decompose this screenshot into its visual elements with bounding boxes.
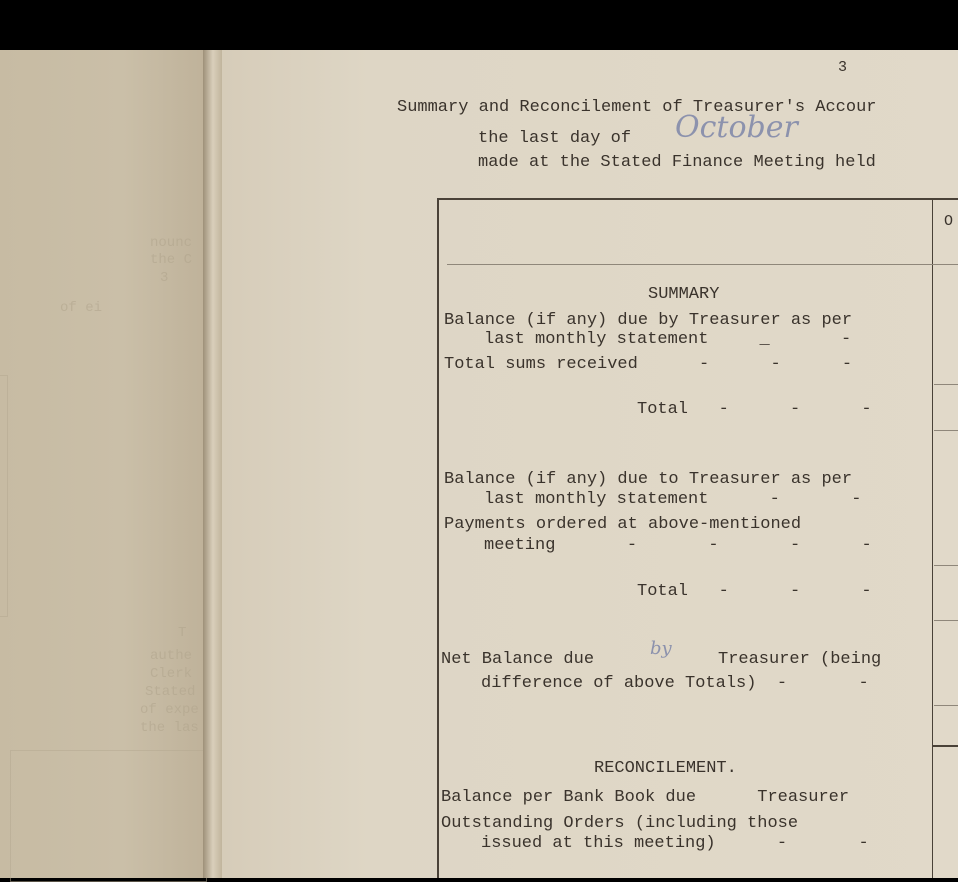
summary-row-1-line-1: Balance (if any) due by Treasurer as per: [444, 311, 853, 330]
handwritten-month: October: [675, 110, 798, 145]
page-number: 3: [838, 59, 848, 76]
amount-rule-2: [934, 430, 958, 431]
bleed-text-9: of expe: [140, 702, 199, 718]
bleed-box-bottom: [10, 750, 207, 882]
summary-row-2: Total sums received - - -: [444, 355, 853, 374]
amount-rule-1: [934, 384, 958, 385]
amount-rule-5: [934, 705, 958, 706]
scan-top-border: [0, 0, 958, 50]
reconcilement-title: RECONCILEMENT.: [594, 759, 737, 778]
bleed-text-4: of ei: [60, 300, 103, 316]
net-balance-label: Net Balance due: [441, 650, 595, 669]
amount-rule-3: [934, 565, 958, 566]
table-column-divider: [932, 198, 933, 878]
table-top-border: [437, 198, 958, 200]
reconcilement-row-2-line-1: Outstanding Orders (including those: [441, 814, 799, 833]
bleed-text-7: Clerk: [150, 666, 193, 682]
bleed-text-6: authe: [150, 648, 193, 664]
net-balance-line-2: difference of above Totals) - -: [481, 674, 869, 693]
heading-line-1: Summary and Reconcilement of Treasurer's Accour: [397, 98, 877, 117]
heading-line-3: made at the Stated Finance Meeting held: [478, 153, 876, 172]
amount-rule-6: [932, 745, 958, 747]
summary-total-2: Total - - -: [637, 582, 872, 601]
reconcilement-row-2-line-2: issued at this meeting) - -: [481, 834, 869, 853]
net-balance-suffix: Treasurer (being: [718, 650, 882, 669]
bleed-text-5: T: [178, 625, 187, 641]
summary-row-4-line-2: meeting - - - -: [484, 536, 872, 555]
summary-total-1: Total - - -: [637, 400, 872, 419]
bleed-text-8: Stated: [145, 684, 196, 700]
bleed-text-2: the C: [150, 252, 193, 268]
right-page: [222, 50, 958, 878]
summary-row-4-line-1: Payments ordered at above-mentioned: [444, 515, 802, 534]
table-header-rule: [447, 264, 958, 265]
summary-row-3-line-1: Balance (if any) due to Treasurer as per: [444, 470, 853, 489]
summary-title: SUMMARY: [648, 285, 720, 304]
bleed-text-3: 3: [160, 270, 169, 286]
bleed-box-left: [0, 375, 8, 617]
summary-row-1-line-2: last monthly statement _ -: [484, 330, 852, 349]
bleed-text-1: nounc: [150, 235, 193, 251]
column-header: O: [944, 213, 954, 230]
net-balance-handwritten: by: [650, 638, 672, 659]
bleed-text-10: the las: [140, 720, 199, 736]
amount-rule-4: [934, 620, 958, 621]
heading-line-2: the last day of: [478, 129, 632, 148]
left-page: [0, 50, 205, 878]
reconcilement-row-1: Balance per Bank Book due Treasurer: [441, 788, 850, 807]
table-left-border: [437, 198, 439, 878]
summary-row-3-line-2: last monthly statement - -: [484, 490, 862, 509]
